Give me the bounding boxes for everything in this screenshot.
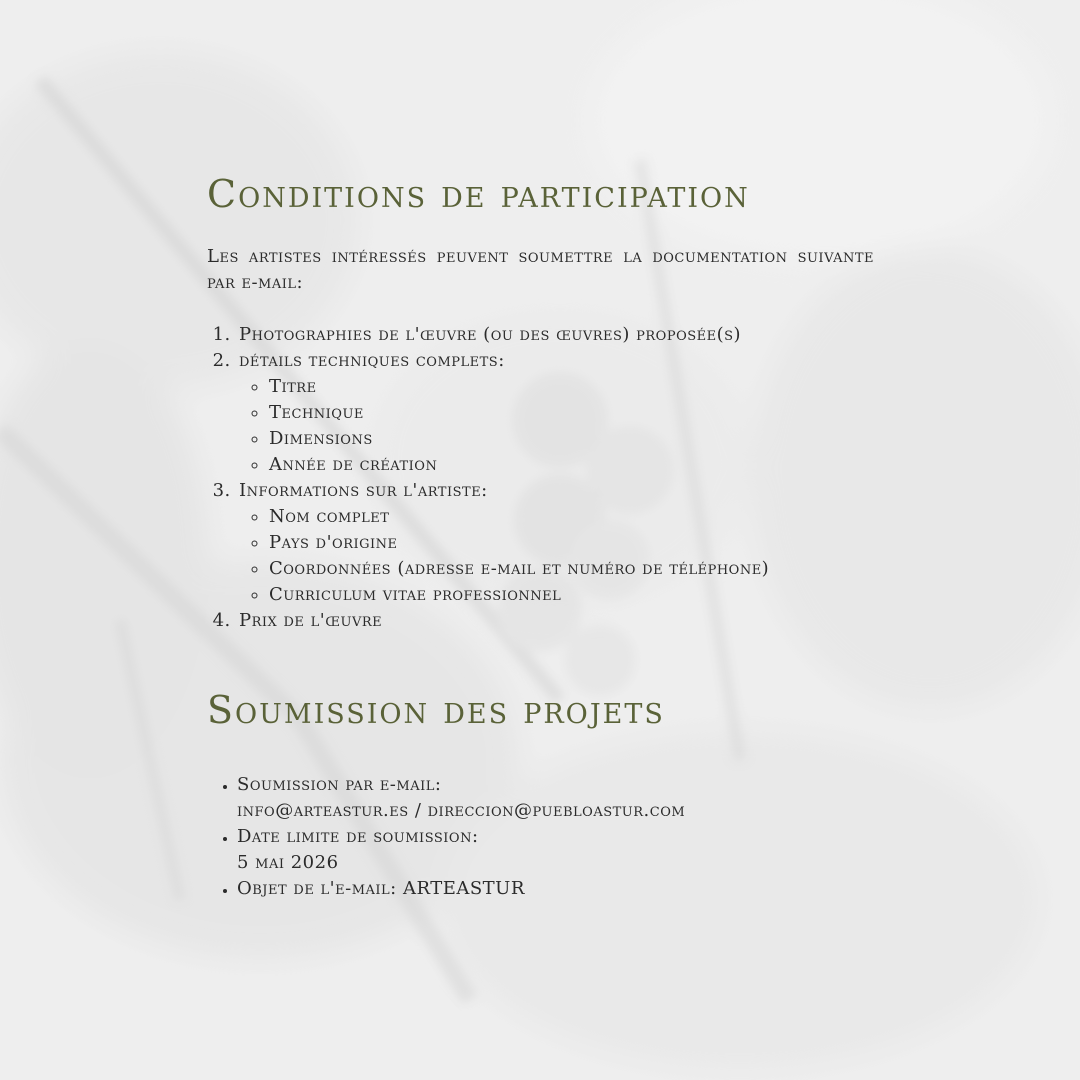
sub-item-cv: ◦ Curriculum vitae professionnel bbox=[269, 582, 874, 608]
intro-paragraph: Les artistes intéressés peuvent soumettre la documentation suivante par e-mail: bbox=[207, 246, 874, 293]
list-item-label: détails techniques complets: bbox=[239, 350, 505, 371]
list-item-label: Prix de l'œuvre bbox=[239, 610, 383, 631]
list-item-price bbox=[237, 608, 874, 634]
submission-deadline-value: 5 mai 2026 bbox=[237, 852, 339, 873]
sub-item-technique: ◦ Technique bbox=[269, 400, 874, 426]
list-item-technical-details bbox=[237, 348, 874, 478]
section-title-submission: Soumission des projets bbox=[207, 688, 665, 732]
submission-email-addresses[interactable]: info@arteastur.es / direccion@puebloastur.com bbox=[237, 800, 686, 821]
sub-item-title: ◦ Titre bbox=[269, 374, 874, 400]
submission-email-label: • Soumission par e-mail: bbox=[237, 774, 442, 795]
sub-item-dimensions: ◦ Dimensions bbox=[269, 426, 874, 452]
list-item-artist-info bbox=[237, 478, 874, 608]
artist-info-sublist bbox=[239, 504, 874, 608]
sub-item-year: ◦ Année de création bbox=[269, 452, 874, 478]
section-title-conditions: Conditions de participation bbox=[207, 172, 750, 216]
technical-details-sublist bbox=[239, 374, 874, 478]
submission-list bbox=[207, 772, 874, 902]
sub-item-full-name: ◦ Nom complet bbox=[269, 504, 874, 530]
submission-subject-label: Objet de l'e-mail: bbox=[237, 878, 397, 899]
content-column bbox=[207, 170, 874, 902]
list-item-label: Informations sur l'artiste: bbox=[239, 480, 488, 501]
list-item-label: Photographies de l'œuvre (ou des œuvres) proposée(s) bbox=[239, 324, 742, 345]
requirements-list bbox=[207, 322, 874, 634]
sub-item-contact: ◦ Coordonnées (adresse e-mail et numéro de téléphone) bbox=[269, 556, 874, 582]
submission-subject-value: ARTEASTUR bbox=[402, 878, 525, 899]
submission-item-email bbox=[237, 772, 874, 824]
submission-item-deadline bbox=[237, 824, 874, 876]
submission-deadline-label: • Date limite de soumission: bbox=[237, 826, 479, 847]
submission-item-subject bbox=[237, 876, 874, 902]
list-item-photographs bbox=[237, 322, 874, 348]
sub-item-country: ◦ Pays d'origine bbox=[269, 530, 874, 556]
